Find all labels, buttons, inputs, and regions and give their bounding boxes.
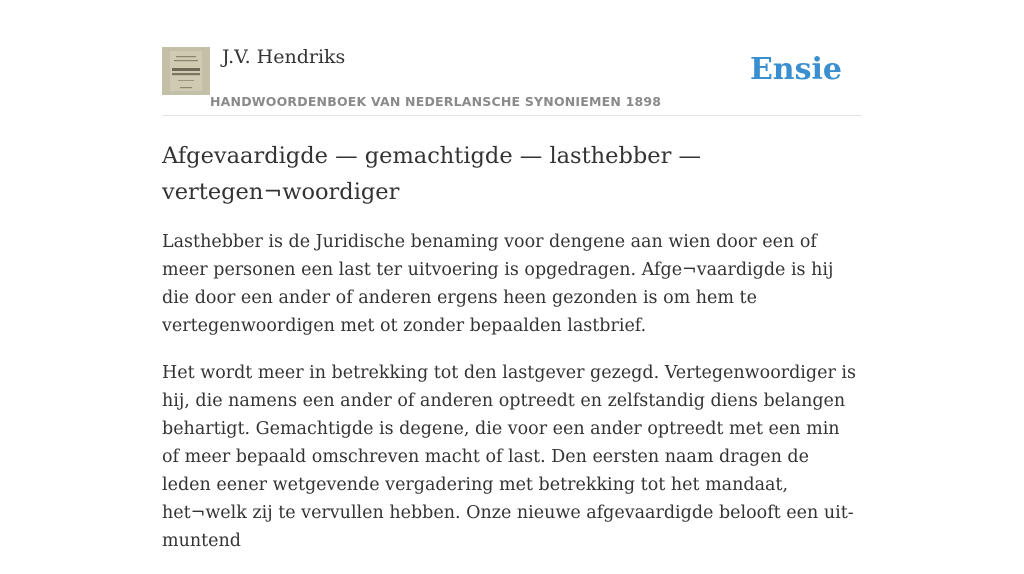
article-body xyxy=(162,228,862,574)
article-paragraph-2: Het wordt meer in betrekking tot den lastgever gezegd. Vertegenwoordiger is hij, die namens een ander of anderen optreedt en zelfstandig diens belangen behartigt. Gemachtigde is degene, die voor een ander optreedt met een min of meer bepaald omschreven macht of last. Den eersten naam dragen de leden eener wetgevende vergadering met betrekking tot het mandaat, het¬welk zij te vervullen hebben. Onze nieuwe afgevaardigde belooft een uit- muntend xyxy=(162,363,856,551)
header-divider xyxy=(162,115,862,116)
article-title: Afgevaardigde — gemachtigde — lasthebber — vertegen¬woordiger xyxy=(162,143,701,205)
article-paragraph-1: Lasthebber is de Juridische benaming voor dengene aan wien door een of meer personen een last ter uitvoering is opgedragen. Afge¬vaardigde is hij die door een ander of anderen ergens heen gezonden is om hem te vertegenwoordigen met ot zonder bepaalden lastbrief. xyxy=(162,232,834,336)
page-header xyxy=(162,46,862,116)
book-cover-icon[interactable] xyxy=(162,47,210,95)
author-name[interactable]: J.V. Hendriks xyxy=(222,46,346,68)
source-subtitle[interactable]: HANDWOORDENBOEK VAN NEDERLANSCHE SYNONIEMEN 1898 xyxy=(210,94,662,109)
ensie-logo[interactable]: Ensie xyxy=(749,52,842,87)
